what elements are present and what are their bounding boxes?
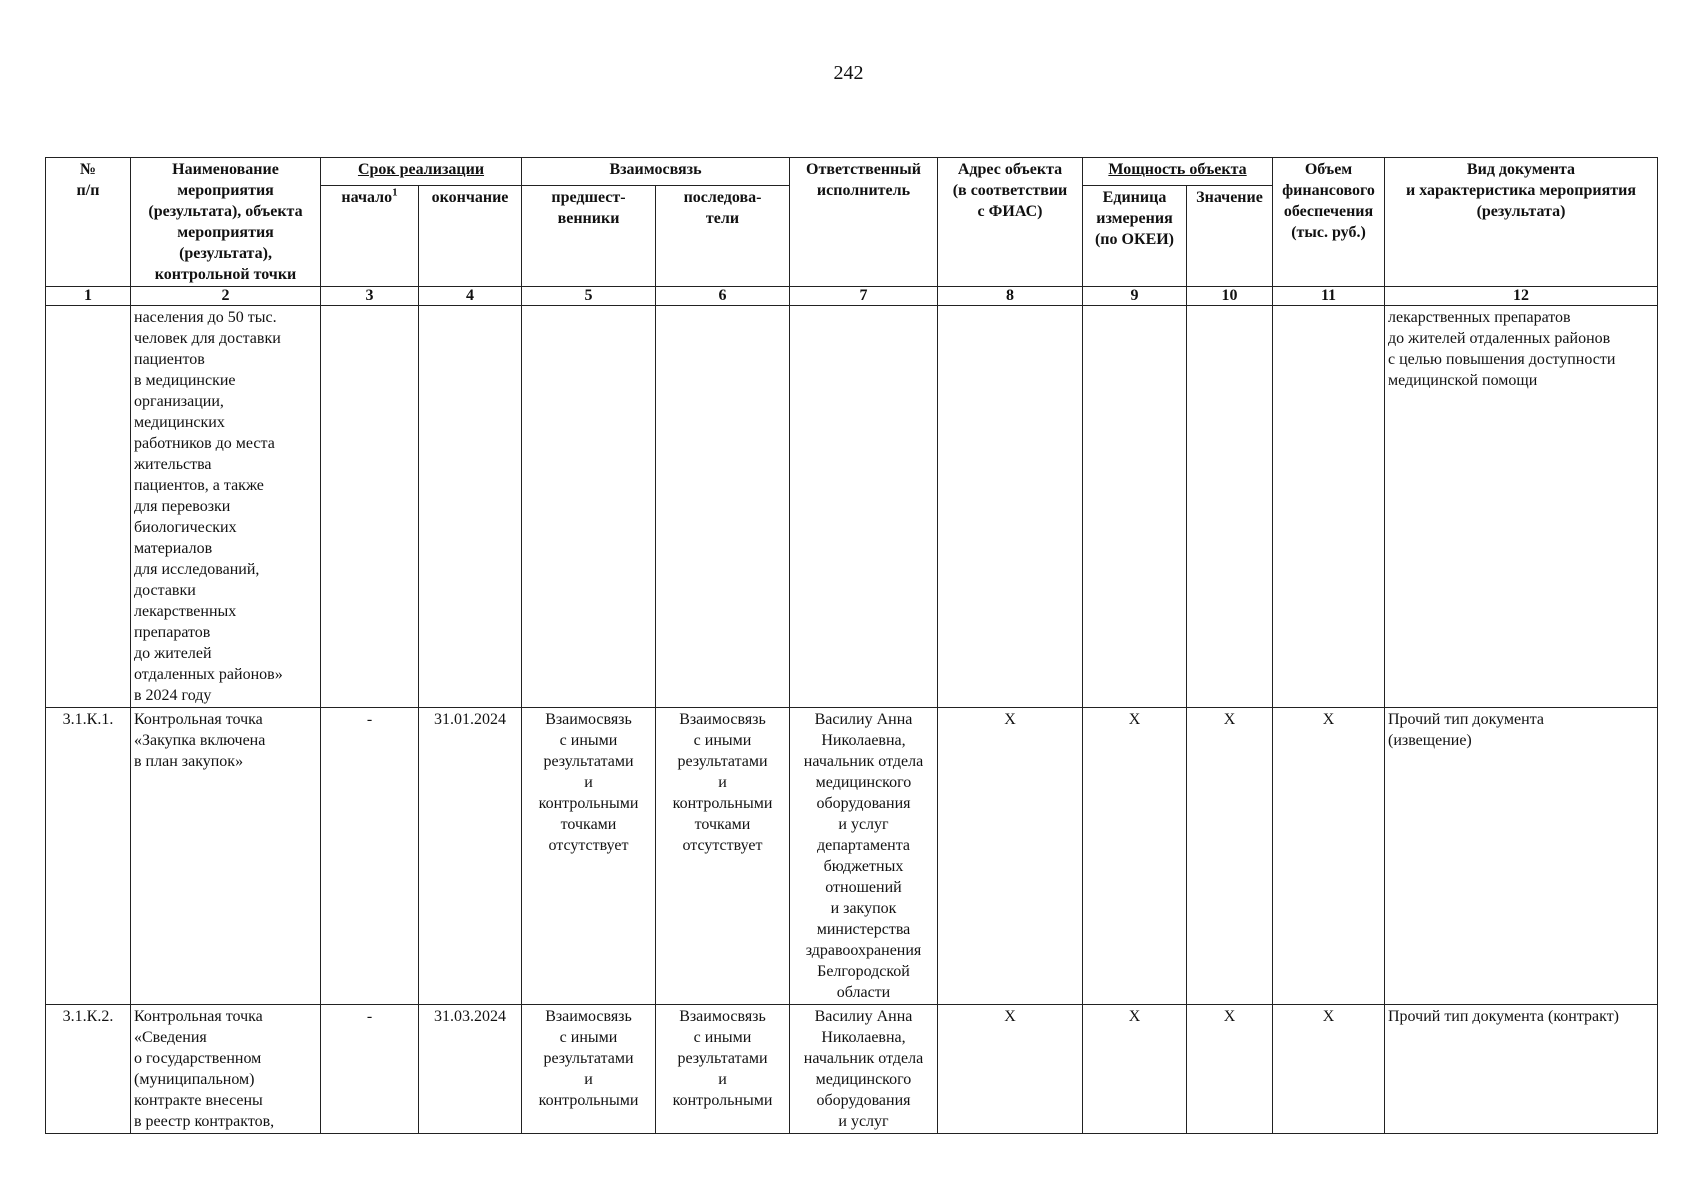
header-relation: Взаимосвязь [522,158,790,186]
col-number-7: 7 [790,287,938,306]
header-responsible: Ответственный исполнитель [790,158,938,287]
header-unit: Единица измерения (по ОКЕИ) [1083,186,1187,287]
header-start [321,186,419,287]
row-unit: X [1083,1005,1187,1134]
row-successors: Взаимосвязь с иными результатами и контрольными [656,1005,790,1134]
row-number [46,306,131,708]
row-address [938,306,1083,708]
row-predecessors: Взаимосвязь с иными результатами и контрольными [522,1005,656,1134]
row-doc-type: лекарственных препаратов до жителей отдаленных районов с целью повышения доступности медицинской помощи [1385,306,1658,708]
col-number-8: 8 [938,287,1083,306]
row-successors [656,306,790,708]
col-number-9: 9 [1083,287,1187,306]
header-name: Наименование мероприятия (результата), объекта мероприятия (результата), контрольной точки [131,158,321,287]
row-predecessors [522,306,656,708]
row-name: Контрольная точка «Закупка включена в план закупок» [131,708,321,1005]
header-term [321,158,522,186]
activities-table [45,157,1658,1134]
row-responsible: Василиу Анна Николаевна, начальник отдела медицинского оборудования и услуг [790,1005,938,1134]
header-term-label: Срок реализации [357,161,485,178]
row-value: X [1187,1005,1273,1134]
row-doc-type: Прочий тип документа (извещение) [1385,708,1658,1005]
header-start-label: начало [341,189,393,207]
row-predecessors: Взаимосвязь с иными результатами и контрольными точками отсутствует [522,708,656,1005]
row-start: - [321,1005,419,1134]
col-number-11: 11 [1273,287,1385,306]
row-name: населения до 50 тыс. человек для доставки пациентов в медицинские организации, медицинских работников до места жительства пациентов, а также для перевозки биологических материалов для исследований, доставки лекарственных препаратов до жителей отдаленных районов» в 2024 году [131,306,321,708]
header-successors: последова- тели [656,186,790,287]
row-value [1187,306,1273,708]
row-address: X [938,708,1083,1005]
header-end: окончание [419,186,522,287]
row-unit [1083,306,1187,708]
table-row [46,708,1658,1005]
col-number-5: 5 [522,287,656,306]
table-row [46,1005,1658,1134]
row-funding: X [1273,708,1385,1005]
row-doc-type: Прочий тип документа (контракт) [1385,1005,1658,1134]
row-funding [1273,306,1385,708]
row-end [419,306,522,708]
row-responsible: Василиу Анна Николаевна, начальник отдела медицинского оборудования и услуг департамента бюджетных отношений и закупок министерства здравоохранения Белгородской области [790,708,938,1005]
row-number: 3.1.К.2. [46,1005,131,1134]
row-successors: Взаимосвязь с иными результатами и контрольными точками отсутствует [656,708,790,1005]
col-number-4: 4 [419,287,522,306]
header-capacity-label: Мощность объекта [1108,161,1247,178]
row-number: 3.1.К.1. [46,708,131,1005]
col-number-2: 2 [131,287,321,306]
row-value: X [1187,708,1273,1005]
header-number: № п/п [46,158,131,287]
col-number-3: 3 [321,287,419,306]
row-start: - [321,708,419,1005]
col-number-6: 6 [656,287,790,306]
header-doc-type: Вид документа и характеристика мероприятия (результата) [1385,158,1658,287]
table-row [46,306,1658,708]
row-name: Контрольная точка «Сведения о государственном (муниципальном) контракте внесены в реестр контрактов, [131,1005,321,1134]
page-number: 242 [833,62,864,84]
col-number-12: 12 [1385,287,1658,306]
row-funding: X [1273,1005,1385,1134]
header-capacity [1083,158,1273,186]
header-value: Значение [1187,186,1273,287]
row-unit: X [1083,708,1187,1005]
column-number-row [46,287,1658,306]
row-address: X [938,1005,1083,1134]
col-number-10: 10 [1187,287,1273,306]
header-address: Адрес объекта (в соответствии с ФИАС) [938,158,1083,287]
header-start-footnote: 1 [392,187,398,200]
row-end: 31.03.2024 [419,1005,522,1134]
col-number-1: 1 [46,287,131,306]
header-funding: Объем финансового обеспечения (тыс. руб.) [1273,158,1385,287]
row-start [321,306,419,708]
header-predecessors: предшест- венники [522,186,656,287]
header-row-1 [46,158,1658,186]
row-responsible [790,306,938,708]
row-end: 31.01.2024 [419,708,522,1005]
